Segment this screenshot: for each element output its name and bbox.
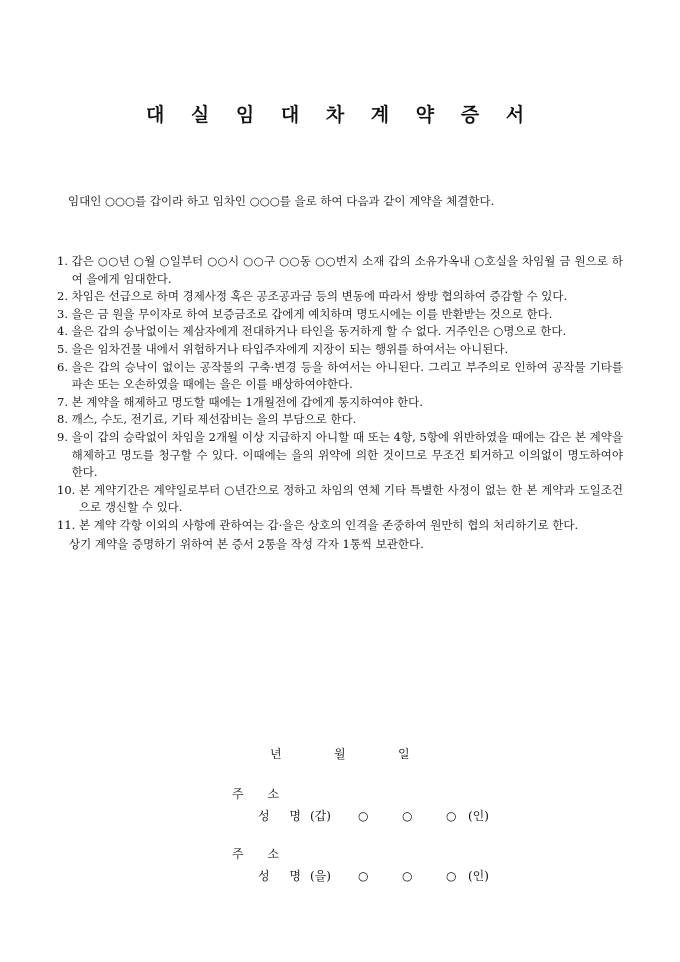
clause-text: 을은 갑의 승낙이 없이는 공작물의 구축·변경 등을 하여서는 아니된다. 그리고 부주의로 인하여 공작물 기타를 파손 또는 오손하였을 때에는 을은 이를 배상하여야한다. xyxy=(71,359,623,392)
clause-text: 본 계약을 해제하고 명도할 때에는 1개월전에 갑에게 통지하여야 한다. xyxy=(71,394,423,409)
clause-item xyxy=(57,253,623,288)
party-role: (갑) xyxy=(310,809,331,823)
clause-item xyxy=(57,411,623,429)
clause-item xyxy=(57,394,623,412)
closing-paragraph: 상기 계약을 증명하기 위하여 본 증서 2통을 작성 각자 1통씩 보관한다. xyxy=(69,536,424,551)
name-placeholder: ○ xyxy=(402,869,413,883)
clause-text: 을이 갑의 승락없이 차임을 2개월 이상 지급하지 아니할 때 또는 4항, 5항에 위반하였을 때에는 갑은 본 계약을 해제하고 명도를 청구할 수 있다. 이때에는 을의 위약에 의한 것이므로 무조건 퇴거하고 이의없이 명도하여야 한다. xyxy=(71,429,623,480)
party-lessee xyxy=(232,843,489,887)
name-placeholder: ○ xyxy=(446,809,457,823)
name-row xyxy=(232,865,489,887)
seal-mark: (인) xyxy=(468,869,489,883)
clause-text: 본 계약 각항 이외의 사항에 관하여는 갑·을은 상호의 인격을 존중하여 원만히 협의 처리하기로 한다. xyxy=(78,517,579,532)
name-row xyxy=(232,805,489,827)
date-day-label: 일 xyxy=(398,747,410,761)
intro-paragraph: 임대인 ○○○를 갑이라 하고 임차인 ○○○를 을로 하여 다음과 같이 계약을 체결한다. xyxy=(68,194,495,208)
name-placeholder: ○ xyxy=(358,869,369,883)
address-label: 주 소 xyxy=(232,847,289,861)
clause-number: 1. xyxy=(57,254,72,268)
clause-number: 3. xyxy=(57,306,72,321)
date-month-label: 월 xyxy=(334,747,346,761)
clause-number: 4. xyxy=(57,324,72,339)
clause-item xyxy=(57,341,623,359)
clause-text: 을은 금 원을 무이자로 하여 보증금조로 갑에게 예치하며 명도시에는 이를 반환받는 것으로 한다. xyxy=(71,306,553,321)
address-label: 주 소 xyxy=(232,787,289,801)
clause-number: 6. xyxy=(57,359,72,374)
clause-text: 깨스, 수도, 전기료, 기타 제선잡비는 을의 부담으로 한다. xyxy=(71,412,357,427)
clause-number: 9. xyxy=(57,429,72,444)
party-lessor xyxy=(232,783,489,827)
signing-date xyxy=(270,745,438,762)
clause-number: 2. xyxy=(57,289,72,304)
clause-number: 7. xyxy=(57,394,72,409)
clause-number: 11. xyxy=(57,517,79,532)
clause-item xyxy=(57,482,623,517)
name-placeholder: ○ xyxy=(402,809,413,823)
clause-text: 을은 임차건물 내에서 위험하거나 타입주자에게 지장이 되는 행위를 하여서는 아니된다. xyxy=(71,341,509,356)
clause-number: 5. xyxy=(57,341,72,356)
clause-item xyxy=(57,288,623,306)
clause-text: 차임은 선급으로 하며 경제사정 혹은 공조공과금 등의 변동에 따라서 쌍방 협의하여 증감할 수 있다. xyxy=(71,289,568,304)
name-label: 성 명 xyxy=(258,809,309,823)
clause-item xyxy=(57,323,623,341)
clause-list xyxy=(57,253,623,553)
clause-text: 본 계약기간은 계약일로부터 ○년간으로 정하고 차임의 연체 기타 특별한 사정이 없는 한 본 계약과 도일조건으로 갱신할 수 있다. xyxy=(78,482,623,515)
clause-text: 을은 갑의 승낙없이는 제삼자에게 전대하거나 타인을 동거하게 할 수 없다. 거주인은 ○명으로 한다. xyxy=(71,324,567,339)
clause-item xyxy=(57,517,623,535)
clause-item xyxy=(57,359,623,394)
name-label: 성 명 xyxy=(258,869,309,883)
date-year-label: 년 xyxy=(270,747,282,761)
party-role: (을) xyxy=(310,869,331,883)
clause-number: 8. xyxy=(57,412,72,427)
name-placeholder: ○ xyxy=(446,869,457,883)
clause-number: 10. xyxy=(57,482,79,497)
document-title: 대 실 임 대 차 계 약 증 서 xyxy=(145,104,535,126)
seal-mark: (인) xyxy=(468,809,489,823)
clause-item xyxy=(57,306,623,324)
clause-item xyxy=(57,429,623,482)
clause-text: 갑은 ○○년 ○월 ○일부터 ○○시 ○○구 ○○동 ○○번지 소재 갑의 소유가옥내 ○호실을 차임월 금 원으로 하여 을에게 임대한다. xyxy=(71,254,623,286)
name-placeholder: ○ xyxy=(358,809,369,823)
